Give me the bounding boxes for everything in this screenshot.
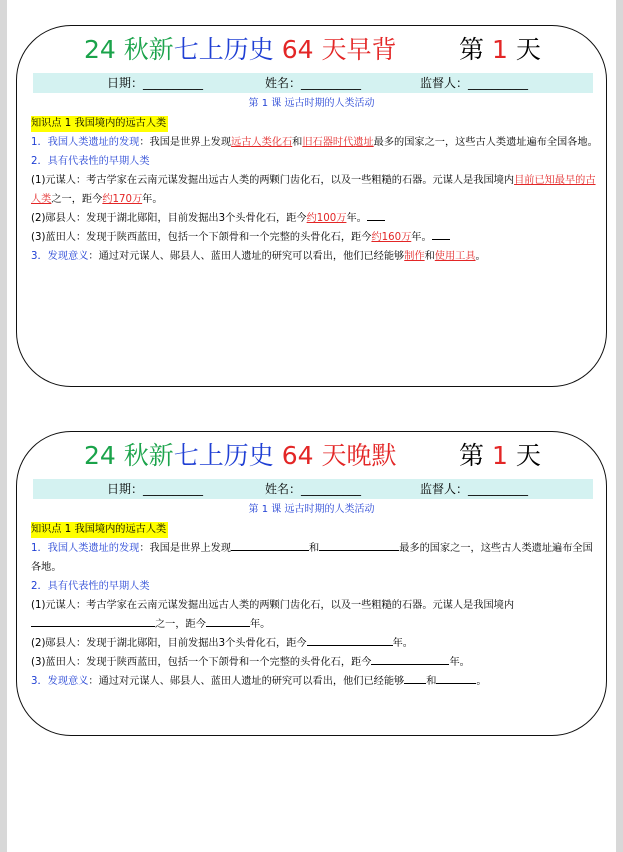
morning-recite-card <box>16 25 607 387</box>
supervisor-field[interactable]: 监督人：__________ <box>420 482 529 496</box>
section-2-heading: 2．具有代表性的早期人类 <box>31 581 150 592</box>
section-3: 3．发现意义：通过对元谋人、郧县人、蓝田人遗址的研究可以看出，他们已经能够 和 。 <box>31 672 599 691</box>
day-number: 1 <box>491 441 508 470</box>
info-bar <box>33 73 593 93</box>
fill-blank[interactable] <box>319 539 399 551</box>
paragraph-yuanmou: (1)元谋人：考古学家在云南元谋发掘出远古人类的两颗门齿化石，以及一些粗糙的石器。元谋人是我国境内目前已知最早的古人类之一，距今约170万年。 <box>31 175 596 205</box>
page-edge-left <box>0 0 7 852</box>
info-bar <box>33 479 593 499</box>
page-edge-right <box>616 0 623 852</box>
name-field[interactable]: 姓名：__________ <box>265 482 362 496</box>
title-plan: 64 天晚默 <box>281 441 397 470</box>
section-2-heading: 2．具有代表性的早期人类 <box>31 156 150 167</box>
card-body <box>31 114 599 266</box>
answer: 约160万 <box>371 232 412 243</box>
fill-blank[interactable] <box>436 672 476 684</box>
knowledge-point-title: 知识点 1 我国境内的远古人类 <box>31 522 168 538</box>
fill-blank[interactable] <box>31 615 155 627</box>
paragraph-yunxian: (2)郧县人：发现于湖北郧阳，目前发掘出3个头骨化石，距今 年。 <box>31 634 599 653</box>
lesson-title: 第 1 课 远古时期的人类活动 <box>248 98 375 109</box>
answer: 约100万 <box>306 213 347 224</box>
date-field[interactable]: 日期：__________ <box>107 76 204 90</box>
fill-blank[interactable] <box>231 539 309 551</box>
fill-blank[interactable] <box>404 672 426 684</box>
day-label: 第 <box>459 441 485 470</box>
section-1: 1．我国人类遗址的发现：我国是世界上发现远古人类化石和旧石器时代遗址最多的国家之一，这些古人类遗址遍布全国各地。 <box>31 137 598 148</box>
title-prefix: 24 秋新 <box>84 35 174 64</box>
answer: 制作 <box>404 251 425 262</box>
day-label: 第 <box>459 35 485 64</box>
answer: 旧石器时代遗址 <box>302 137 374 148</box>
day-suffix: 天 <box>515 35 541 64</box>
card-body <box>31 520 599 691</box>
knowledge-point-title: 知识点 1 我国境内的远古人类 <box>31 116 168 132</box>
fill-blank[interactable] <box>206 615 250 627</box>
answer: 目前已知最早的古人类 <box>31 175 596 205</box>
title-subject: 七上历史 <box>173 441 274 470</box>
section-1: 1．我国人类遗址的发现：我国是世界上发现 和 最多的国家之一，这些古人类遗址遍布全国各地。 <box>31 539 599 577</box>
name-field[interactable]: 姓名：__________ <box>265 76 362 90</box>
answer: 约170万 <box>102 194 143 205</box>
title-prefix: 24 秋新 <box>84 441 174 470</box>
supervisor-field[interactable]: 监督人：__________ <box>420 76 529 90</box>
date-field[interactable]: 日期：__________ <box>107 482 204 496</box>
paragraph-yunxian: (2)郧县人：发现于湖北郧阳，目前发掘出3个头骨化石，距今约100万年。 <box>31 209 599 228</box>
section-3: 3．发现意义：通过对元谋人、郧县人、蓝田人遗址的研究可以看出，他们已经能够制作和使用工具。 <box>31 251 486 262</box>
title-subject: 七上历史 <box>173 35 274 64</box>
fill-blank[interactable] <box>307 634 393 646</box>
answer: 远古人类化石 <box>231 137 293 148</box>
title-plan: 64 天早背 <box>281 35 397 64</box>
day-suffix: 天 <box>515 441 541 470</box>
paragraph-lantian: (3)蓝田人：发现于陕西蓝田，包括一个下颌骨和一个完整的头骨化石，距今约160万年。 <box>31 228 599 247</box>
paragraph-yuanmou: (1)元谋人：考古学家在云南元谋发掘出远古人类的两颗门齿化石，以及一些粗糙的石器。元谋人是我国境内之一，距今 年。 <box>31 600 515 630</box>
paragraph-lantian: (3)蓝田人：发现于陕西蓝田，包括一个下颌骨和一个完整的头骨化石，距今 年。 <box>31 653 599 672</box>
fill-blank[interactable] <box>371 653 449 665</box>
evening-dictation-card <box>16 431 607 736</box>
answer: 使用工具 <box>434 251 476 262</box>
lesson-title: 第 1 课 远古时期的人类活动 <box>248 504 375 515</box>
day-number: 1 <box>491 35 508 64</box>
